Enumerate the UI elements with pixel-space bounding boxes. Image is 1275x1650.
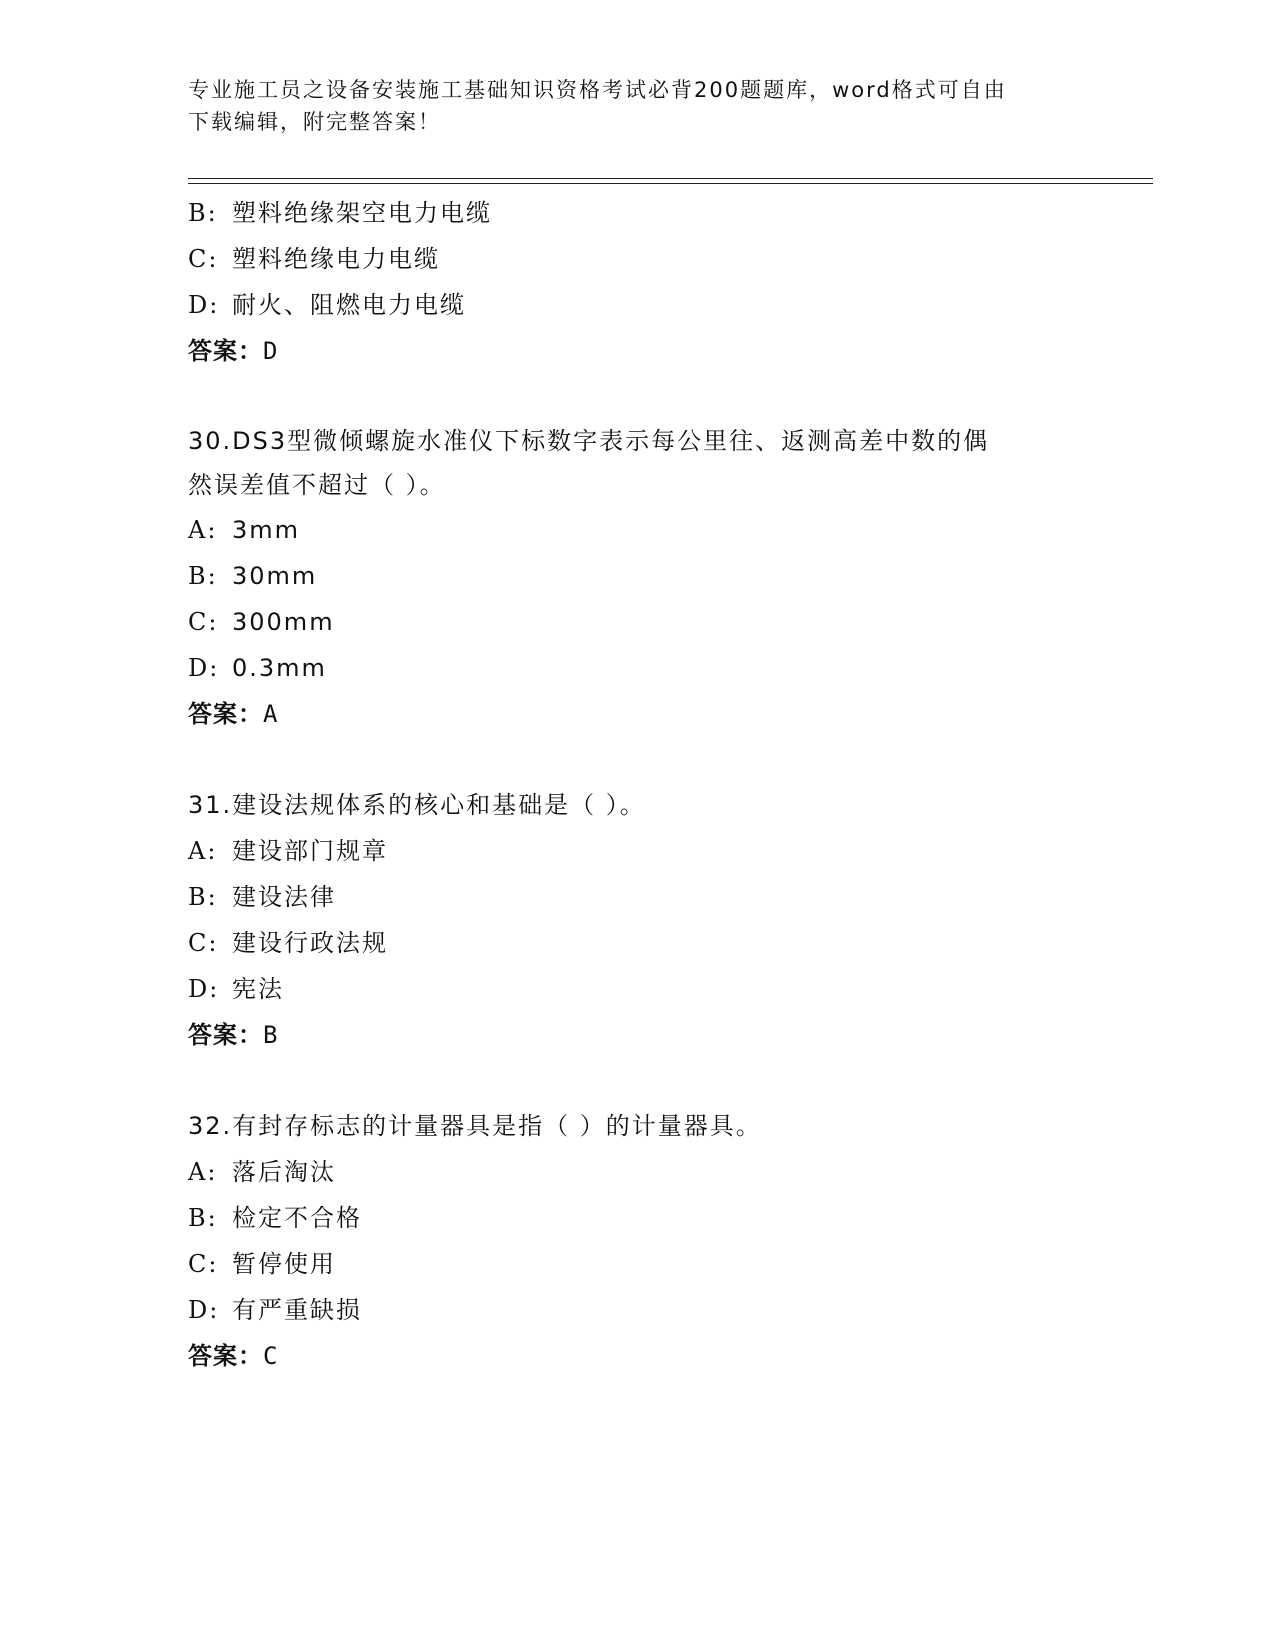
option-letter: B: — [188, 1204, 218, 1232]
option-text: 宪法 — [232, 975, 284, 1003]
answer-line — [188, 328, 1088, 374]
option-c — [188, 1241, 1088, 1287]
spacer — [188, 737, 1088, 782]
option-text: 暂停使用 — [232, 1250, 336, 1278]
answer-label: 答案： — [188, 700, 263, 728]
answer-line — [188, 691, 1088, 737]
answer-label: 答案： — [188, 1021, 263, 1049]
answer-value: C — [263, 1342, 279, 1370]
option-letter: D: — [188, 291, 220, 319]
document-header — [188, 74, 1088, 138]
option-b — [188, 874, 1088, 920]
question-stem: 30.DS3型微倾螺旋水准仪下标数字表示每公里往、返测高差中数的偶 — [188, 427, 990, 455]
option-text: 3mm — [232, 516, 301, 544]
question-stem-continued: 然误差值不超过（ ）。 — [188, 471, 446, 499]
option-b — [188, 553, 1088, 599]
option-letter: B: — [188, 562, 218, 590]
option-letter: B: — [188, 883, 218, 911]
option-a — [188, 828, 1088, 874]
option-c — [188, 236, 1088, 282]
option-text: 耐火、阻燃电力电缆 — [232, 291, 466, 319]
option-letter: C: — [188, 1250, 219, 1278]
option-a — [188, 1149, 1088, 1195]
option-letter: B: — [188, 199, 218, 227]
option-text: 建设部门规章 — [232, 837, 388, 865]
answer-label: 答案： — [188, 1342, 263, 1370]
option-text: 建设法律 — [232, 883, 336, 911]
answer-label: 答案： — [188, 337, 263, 365]
option-text: 检定不合格 — [232, 1204, 362, 1232]
option-letter: C: — [188, 245, 219, 273]
answer-value: B — [263, 1021, 279, 1049]
option-letter: A: — [188, 516, 218, 544]
header-line-1: 专业施工员之设备安装施工基础知识资格考试必背200题题库，word格式可自由 — [188, 78, 1007, 102]
question-30 — [188, 419, 1088, 737]
header-divider-bottom — [188, 183, 1153, 184]
option-text: 塑料绝缘架空电力电缆 — [232, 199, 492, 227]
option-text: 有严重缺损 — [232, 1296, 362, 1324]
answer-line — [188, 1012, 1088, 1058]
option-letter: D: — [188, 975, 220, 1003]
answer-value: A — [263, 700, 279, 728]
option-letter: A: — [188, 1158, 218, 1186]
option-d — [188, 966, 1088, 1012]
question-32 — [188, 1103, 1088, 1379]
option-letter: D: — [188, 1296, 220, 1324]
option-text: 落后淘汰 — [232, 1158, 336, 1186]
spacer — [188, 374, 1088, 419]
question-content — [188, 190, 1088, 1379]
option-d — [188, 645, 1088, 691]
question-stem: 31.建设法规体系的核心和基础是（ ）。 — [188, 791, 646, 819]
option-text: 30mm — [232, 562, 318, 590]
option-a — [188, 507, 1088, 553]
header-line-2: 下载编辑，附完整答案！ — [188, 110, 441, 134]
option-b — [188, 190, 1088, 236]
option-c — [188, 599, 1088, 645]
option-text: 0.3mm — [232, 654, 327, 682]
option-text: 300mm — [232, 608, 335, 636]
option-letter: D: — [188, 654, 220, 682]
option-text: 塑料绝缘电力电缆 — [232, 245, 440, 273]
option-d — [188, 1287, 1088, 1333]
option-text: 建设行政法规 — [232, 929, 388, 957]
option-d — [188, 282, 1088, 328]
question-stem: 32.有封存标志的计量器具是指（ ）的计量器具。 — [188, 1112, 762, 1140]
option-c — [188, 920, 1088, 966]
option-b — [188, 1195, 1088, 1241]
option-letter: C: — [188, 929, 219, 957]
spacer — [188, 1058, 1088, 1103]
partial-question — [188, 190, 1088, 374]
header-divider-top — [188, 178, 1153, 179]
option-letter: A: — [188, 837, 218, 865]
answer-value: D — [263, 337, 279, 365]
option-letter: C: — [188, 608, 219, 636]
answer-line — [188, 1333, 1088, 1379]
question-31 — [188, 782, 1088, 1058]
